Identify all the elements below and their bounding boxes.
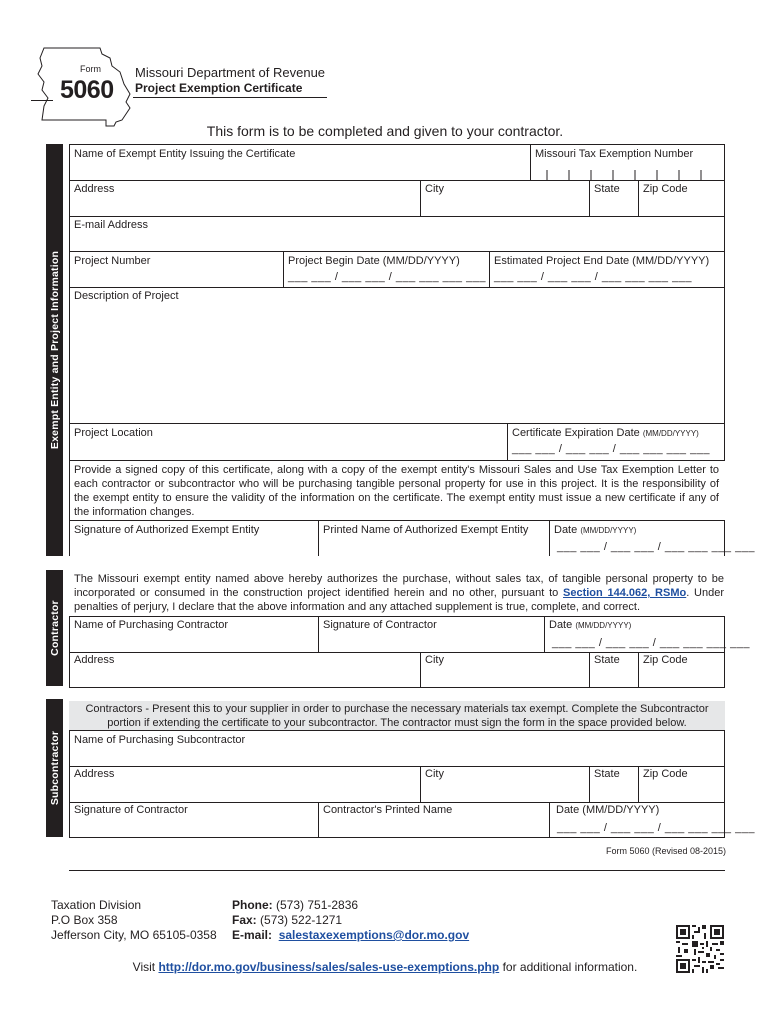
title-underline bbox=[133, 97, 327, 98]
row-line bbox=[69, 423, 725, 424]
subcontractor-signature-field[interactable]: Signature of Contractor bbox=[74, 804, 188, 816]
phone-label: Phone: bbox=[232, 898, 273, 912]
fax-label: Fax: bbox=[232, 913, 257, 927]
divider bbox=[549, 520, 550, 556]
phone-number: (573) 751-2836 bbox=[276, 898, 359, 912]
exempt-address-field[interactable]: Address bbox=[74, 183, 115, 195]
division-name: Taxation Division bbox=[51, 898, 142, 912]
divider bbox=[638, 652, 639, 688]
subcontractor-state-field[interactable]: State bbox=[594, 768, 620, 780]
form-number: 5060 bbox=[60, 76, 114, 104]
city-state-zip: Jefferson City, MO 65105-0358 bbox=[51, 928, 217, 942]
divider bbox=[544, 616, 545, 652]
divider bbox=[507, 423, 508, 460]
exempt-zip-field[interactable]: Zip Code bbox=[643, 183, 688, 195]
form-revision: Form 5060 (Revised 08-2015) bbox=[606, 846, 727, 856]
row-line bbox=[69, 287, 725, 288]
divider bbox=[549, 802, 550, 838]
subcontractor-date-blank: ___ ___ / ___ ___ / ___ ___ ___ ___ bbox=[557, 822, 755, 834]
exemptions-website-link[interactable]: http://dor.mo.gov/business/sales/sales-use-exemptions.php bbox=[158, 960, 500, 974]
divider bbox=[489, 251, 490, 287]
divider bbox=[420, 766, 421, 802]
fax-line bbox=[232, 913, 469, 928]
contractor-address-field[interactable]: Address bbox=[74, 654, 115, 666]
project-description-field[interactable]: Description of Project bbox=[74, 290, 179, 302]
po-box: P.O Box 358 bbox=[51, 913, 118, 927]
contractor-zip-field[interactable]: Zip Code bbox=[643, 654, 688, 666]
subcontractor-instructions: Contractors - Present this to your supplier in order to purchase the necessary materials tax exempt. Complete the Subcontractor portion if extending the certificate to your subcontractor. The contractor must sign the form in the space provided below. bbox=[85, 703, 709, 729]
contractor-name-field[interactable]: Name of Purchasing Contractor bbox=[74, 619, 229, 631]
form-label: Form bbox=[80, 64, 101, 74]
exempt-entity-name-field[interactable]: Name of Exempt Entity Issuing the Certificate bbox=[74, 148, 296, 160]
statement-text-end: . Under penalties of perjury, I declare that the above information and any attached supplement is true, complete, and correct. bbox=[74, 587, 724, 613]
row-line bbox=[69, 180, 725, 181]
divider bbox=[589, 652, 590, 688]
contractor-authorization-statement bbox=[74, 572, 724, 614]
form-title: Project Exemption Certificate bbox=[135, 81, 303, 95]
project-number-field[interactable]: Project Number bbox=[74, 255, 151, 267]
email-line bbox=[232, 928, 469, 943]
subcontractor-date-field[interactable]: Date (MM/DD/YYYY) bbox=[556, 804, 660, 816]
subcontractor-printed-name-field[interactable]: Contractor's Printed Name bbox=[323, 804, 453, 816]
exempt-printed-name-field[interactable]: Printed Name of Authorized Exempt Entity bbox=[323, 524, 529, 536]
exempt-state-field[interactable]: State bbox=[594, 183, 620, 195]
divider bbox=[283, 251, 284, 287]
statement-text: The Missouri exempt entity named above hereby authorizes the purchase, without sales tax, of tangible personal property to be incorporated or consumed in the construction project identified herein and no other, pursuant to bbox=[74, 573, 724, 599]
visit-text: Visit bbox=[132, 960, 156, 974]
tax-exemption-number-field[interactable]: Missouri Tax Exemption Number bbox=[535, 148, 694, 160]
row-line bbox=[69, 460, 725, 461]
project-begin-date-field[interactable]: Project Begin Date (MM/DD/YYYY) bbox=[288, 255, 460, 267]
exempt-date-field[interactable] bbox=[554, 524, 636, 536]
section-label-exempt: Exempt Entity and Project Information bbox=[48, 250, 61, 450]
row-line bbox=[69, 216, 725, 217]
divider bbox=[638, 180, 639, 216]
section-bar-exempt bbox=[46, 144, 63, 556]
row-line bbox=[69, 802, 725, 803]
section-label-subcontractor: Subcontractor bbox=[48, 730, 61, 806]
subcontractor-city-field[interactable]: City bbox=[425, 768, 444, 780]
department-name: Missouri Department of Revenue bbox=[135, 65, 326, 80]
row-line bbox=[69, 652, 725, 653]
divider bbox=[589, 180, 590, 216]
section-bar-contractor bbox=[46, 570, 63, 686]
email-label: E-mail: bbox=[232, 928, 273, 942]
end-date-blank: ___ ___ / ___ ___ / ___ ___ ___ ___ bbox=[494, 271, 692, 283]
expiration-date-blank: ___ ___ / ___ ___ / ___ ___ ___ ___ bbox=[512, 443, 710, 455]
exempt-signature-field[interactable]: Signature of Authorized Exempt Entity bbox=[74, 524, 260, 536]
expiration-format: (MM/DD/YYYY) bbox=[642, 429, 699, 438]
contractor-date-blank: ___ ___ / ___ ___ / ___ ___ ___ ___ bbox=[552, 637, 750, 649]
form-number-dash bbox=[31, 100, 53, 101]
divider bbox=[589, 766, 590, 802]
footer-divider bbox=[69, 870, 725, 871]
row-line bbox=[69, 766, 725, 767]
section-label-contractor: Contractor bbox=[48, 600, 61, 656]
email-link[interactable]: salestaxexemptions@dor.mo.gov bbox=[278, 928, 470, 942]
visit-text-end: for additional information. bbox=[502, 960, 638, 974]
divider bbox=[318, 520, 319, 556]
section-bar-subcontractor bbox=[46, 699, 63, 837]
contact-info bbox=[232, 898, 469, 943]
contractor-city-field[interactable]: City bbox=[425, 654, 444, 666]
contractor-signature-field[interactable]: Signature of Contractor bbox=[323, 619, 437, 631]
certificate-expiration-field[interactable] bbox=[512, 427, 699, 439]
begin-date-blank: ___ ___ / ___ ___ / ___ ___ ___ ___ bbox=[288, 271, 486, 283]
subcontractor-address-field[interactable]: Address bbox=[74, 768, 115, 780]
exempt-frame-right bbox=[724, 144, 725, 460]
contractor-state-field[interactable]: State bbox=[594, 654, 620, 666]
subcontractor-zip-field[interactable]: Zip Code bbox=[643, 768, 688, 780]
divider bbox=[318, 802, 319, 838]
contractor-date-field[interactable] bbox=[549, 619, 631, 631]
section-144-062-link[interactable]: Section 144.062, RSMo bbox=[563, 587, 687, 599]
contractor-date-format: (MM/DD/YYYY) bbox=[575, 621, 632, 630]
divider bbox=[420, 180, 421, 216]
divider bbox=[420, 652, 421, 688]
row-line bbox=[69, 520, 725, 521]
subcontractor-name-field[interactable]: Name of Purchasing Subcontractor bbox=[74, 734, 246, 746]
fax-number: (573) 522-1271 bbox=[260, 913, 343, 927]
visit-line bbox=[0, 960, 770, 975]
form-instruction: This form is to be completed and given to your contractor. bbox=[206, 123, 564, 139]
phone-line bbox=[232, 898, 469, 913]
contractor-date-label: Date bbox=[549, 619, 573, 631]
exempt-email-field[interactable]: E-mail Address bbox=[74, 219, 148, 231]
project-end-date-field[interactable]: Estimated Project End Date (MM/DD/YYYY) bbox=[494, 255, 710, 267]
exempt-date-label: Date bbox=[554, 524, 578, 536]
mailing-address bbox=[51, 898, 217, 943]
exempt-date-format: (MM/DD/YYYY) bbox=[580, 526, 637, 535]
row-line bbox=[69, 251, 725, 252]
divider bbox=[318, 616, 319, 652]
expiration-label: Certificate Expiration Date bbox=[512, 427, 640, 439]
exempt-city-field[interactable]: City bbox=[425, 183, 444, 195]
project-location-field[interactable]: Project Location bbox=[74, 427, 153, 439]
exempt-date-blank: ___ ___ / ___ ___ / ___ ___ ___ ___ bbox=[557, 541, 755, 553]
divider bbox=[638, 766, 639, 802]
qr-code-icon bbox=[676, 925, 724, 973]
provide-copy-instructions: Provide a signed copy of this certificate, along with a copy of the exempt entity's Missouri Sales and Use Tax Exemption Letter to each contractor or subcontractor who will be purchasing tangible personal property for use in this project. It is the responsibility of the exempt entity to ensure the validity of the information on the certificate. The exempt entity must issue a new certificate if any of the information changes. bbox=[74, 464, 719, 518]
